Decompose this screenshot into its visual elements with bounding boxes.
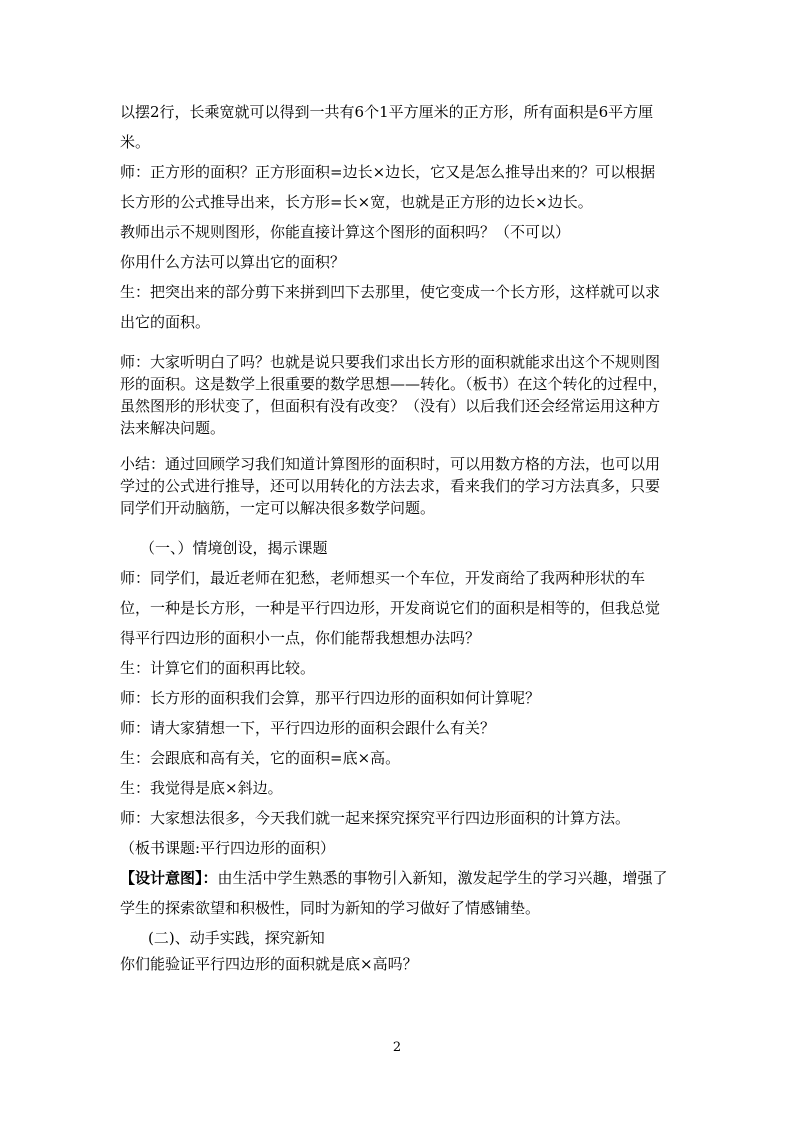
paragraph-16: 你们能验证平行四边形的面积就是底×高吗？ xyxy=(120,955,418,973)
paragraph-13: 生：我觉得是底×斜边。 xyxy=(120,779,283,797)
paragraph-5: 生：把突出来的部分剪下来拼到凹下去那里，使它变成一个长方形，这样就可以求出它的面积。 xyxy=(120,283,661,331)
paragraph-4: 你用什么方法可以算出它的面积？ xyxy=(120,253,346,271)
page-number: 2 xyxy=(392,1040,402,1055)
paragraph-3: 教师出示不规则图形，你能直接计算这个图形的面积吗？（不可以） xyxy=(120,223,571,241)
paragraph-9: 生：计算它们的面积再比较。 xyxy=(120,659,316,677)
paragraph-2: 师：正方形的面积？正方形面积=边长×边长，它又是怎么推导出来的？可以根据长方形的公式推导出来，长方形=长×宽，也就是正方形的边长×边长。 xyxy=(120,163,656,211)
design-intent-paragraph xyxy=(120,863,668,923)
section-heading-1: （一、）情境创设，揭示课题 xyxy=(140,539,328,557)
paragraph-12: 生：会跟底和高有关，它的面积=底×高。 xyxy=(120,749,401,767)
design-intent-label: 【设计意图】： xyxy=(120,869,218,887)
paragraph-11: 师：请大家猜想一下，平行四边形的面积会跟什么有关？ xyxy=(120,719,496,737)
paragraph-8: 师：同学们，最近老师在犯愁，老师想买一个车位，开发商给了我两种形状的车位，一种是长方形，一种是平行四边形，开发商说它们的面积是相等的，但我总觉得平行四边形的面积小一点，你们能帮我想想办法吗？ xyxy=(120,569,661,647)
paragraph-10: 师：长方形的面积我们会算，那平行四边形的面积如何计算呢？ xyxy=(120,689,541,707)
section-heading-2: (二)、动手实践，探究新知 xyxy=(148,929,325,947)
paragraph-14: 师：大家想法很多，今天我们就一起来探究探究平行四边形面积的计算方法。 xyxy=(120,809,631,827)
design-intent-text: 由生活中学生熟悉的事物引入新知，激发起学生的学习兴趣，增强了学生的探索欲望和积极性，同时为新知的学习做好了情感铺垫。 xyxy=(120,869,668,917)
paragraph-7: 小结：通过回顾学习我们知道计算图形的面积时，可以用数方格的方法，也可以用学过的公式进行推导，还可以用转化的方法去求，看来我们的学习方法真多，只要同学们开动脑筋，一定可以解决很多数学问题。 xyxy=(120,455,661,517)
paragraph-6: 师：大家听明白了吗？也就是说只要我们求出长方形的面积就能求出这个不规则图形的面积。这是数学上很重要的数学思想——转化。（板书）在这个转化的过程中，虽然图形的形状变了，但面积有没有改变？（没有）以后我们还会经常运用这种方法来解决问题。 xyxy=(120,353,668,437)
paragraph-15: （板书课题:平行四边形的面积） xyxy=(120,839,336,857)
paragraph-1: 以摆2行，长乘宽就可以得到一共有6个1平方厘米的正方形，所有面积是6平方厘米。 xyxy=(120,103,654,151)
document-body xyxy=(120,97,668,975)
